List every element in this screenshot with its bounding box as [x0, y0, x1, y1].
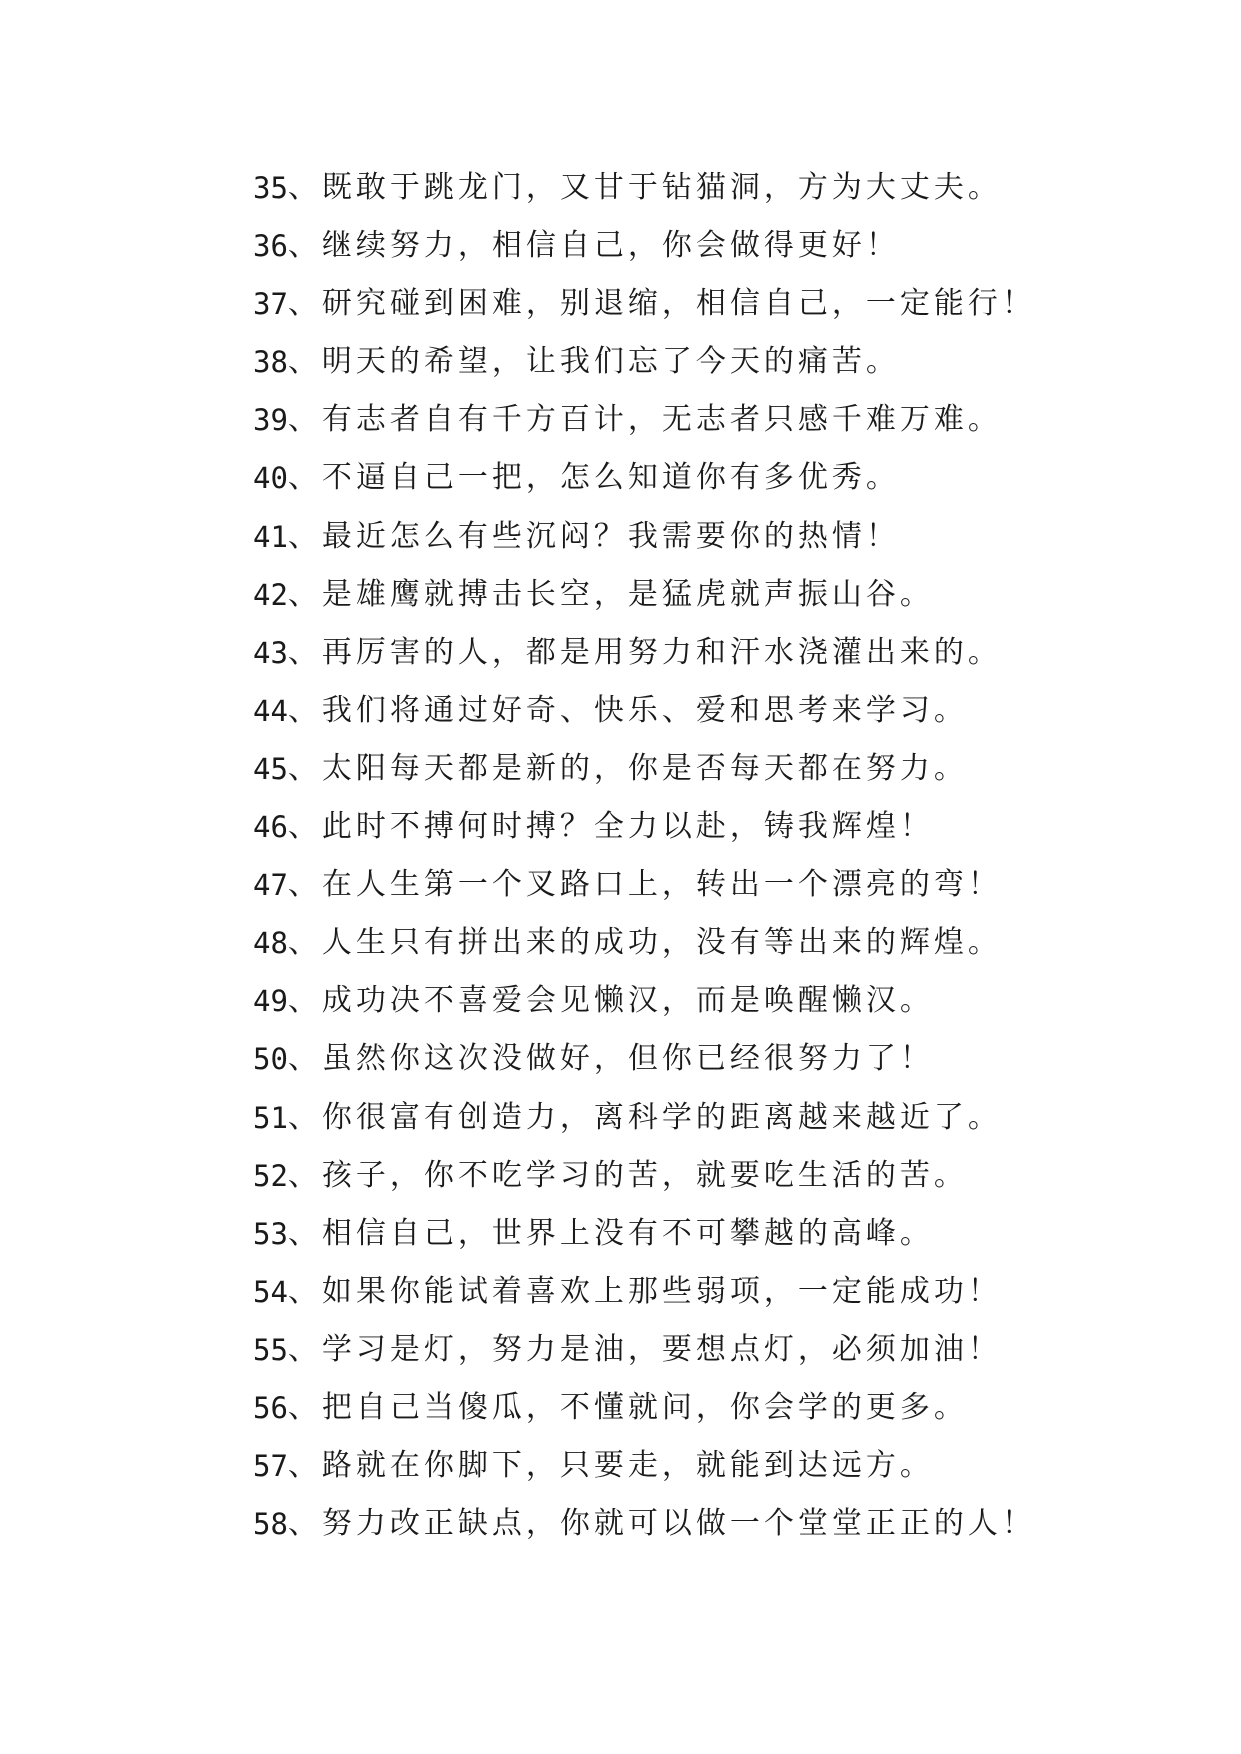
quote-number: 49: [253, 984, 288, 1019]
quote-separator: 、: [287, 402, 322, 438]
quote-text: 在人生第一个叉路口上，转出一个漂亮的弯！: [321, 867, 1002, 903]
quote-line: [253, 1495, 1153, 1553]
quote-separator: 、: [287, 460, 322, 496]
quote-separator: 、: [287, 809, 322, 845]
quote-separator: 、: [287, 228, 322, 264]
quote-separator: 、: [287, 1389, 322, 1425]
quote-number: 50: [253, 1042, 288, 1077]
quote-line: [253, 217, 1153, 275]
quote-line: [253, 856, 1153, 914]
quote-line: [253, 914, 1153, 972]
quote-text: 明天的希望，让我们忘了今天的痛苦。: [321, 344, 900, 380]
quote-number: 46: [253, 810, 288, 845]
quote-line: [253, 1263, 1153, 1321]
quote-text: 虽然你这次没做好，但你已经很努力了！: [321, 1041, 934, 1077]
quote-line: [253, 508, 1153, 566]
quote-text: 路就在你脚下，只要走，就能到达远方。: [321, 1448, 934, 1484]
quote-separator: 、: [287, 867, 322, 903]
quote-text: 成功决不喜爱会见懒汉，而是唤醒懒汉。: [321, 983, 934, 1019]
quote-separator: 、: [287, 1331, 322, 1367]
quote-separator: 、: [287, 1215, 322, 1251]
quote-text: 最近怎么有些沉闷？我需要你的热情！: [321, 518, 900, 554]
quote-text: 既敢于跳龙门，又甘于钻猫洞，方为大丈夫。: [321, 170, 1002, 205]
quote-separator: 、: [287, 634, 322, 670]
quote-number: 42: [253, 577, 288, 612]
quote-number: 58: [253, 1507, 288, 1542]
quote-line: [253, 1205, 1153, 1263]
quote-line: [253, 1089, 1153, 1147]
quote-text: 把自己当傻瓜，不懂就问，你会学的更多。: [321, 1389, 968, 1425]
quote-line: [253, 159, 1153, 217]
quote-text: 学习是灯，努力是油，要想点灯，必须加油！: [321, 1331, 1002, 1367]
quote-text: 你很富有创造力，离科学的距离越来越近了。: [321, 1099, 1002, 1135]
quote-text: 努力改正缺点，你就可以做一个堂堂正正的人！: [321, 1506, 1036, 1542]
quote-number: 38: [253, 345, 288, 380]
quote-separator: 、: [287, 1448, 322, 1484]
quote-number: 40: [253, 461, 288, 496]
quote-separator: 、: [287, 1099, 322, 1135]
quote-text: 相信自己，世界上没有不可攀越的高峰。: [321, 1215, 934, 1251]
quote-separator: 、: [287, 1157, 322, 1193]
quote-separator: 、: [287, 750, 322, 786]
quote-separator: 、: [287, 983, 322, 1019]
quote-list: [253, 159, 1153, 1553]
quote-number: 35: [253, 171, 288, 205]
quote-text: 不逼自己一把，怎么知道你有多优秀。: [321, 460, 900, 496]
quote-line: [253, 682, 1153, 740]
quote-number: 57: [253, 1449, 288, 1484]
quote-line: [253, 798, 1153, 856]
quote-text: 再厉害的人，都是用努力和汗水浇灌出来的。: [321, 634, 1002, 670]
quote-text: 是雄鹰就搏击长空，是猛虎就声振山谷。: [321, 576, 934, 612]
quote-number: 55: [253, 1332, 288, 1367]
quote-number: 48: [253, 926, 288, 961]
quote-text: 太阳每天都是新的，你是否每天都在努力。: [321, 750, 968, 786]
quote-number: 39: [253, 403, 288, 438]
quote-text: 研究碰到困难，别退缩，相信自己，一定能行！: [321, 286, 1036, 322]
quote-number: 56: [253, 1390, 288, 1425]
quote-separator: 、: [287, 286, 322, 322]
quote-separator: 、: [287, 1273, 322, 1309]
quote-number: 53: [253, 1216, 288, 1251]
quote-text: 如果你能试着喜欢上那些弱项，一定能成功！: [321, 1273, 1002, 1309]
quote-text: 孩子，你不吃学习的苦，就要吃生活的苦。: [321, 1157, 968, 1193]
quote-number: 36: [253, 229, 288, 264]
quote-number: 44: [253, 693, 288, 728]
quote-number: 43: [253, 635, 288, 670]
quote-line: [253, 449, 1153, 507]
quote-text: 我们将通过好奇、快乐、爱和思考来学习。: [321, 692, 968, 728]
quote-separator: 、: [287, 518, 322, 554]
quote-line: [253, 972, 1153, 1030]
quote-number: 41: [253, 519, 288, 554]
quote-line: [253, 275, 1153, 333]
quote-line: [253, 1030, 1153, 1088]
quote-line: [253, 1147, 1153, 1205]
quote-separator: 、: [287, 170, 322, 205]
quote-separator: 、: [287, 344, 322, 380]
quote-text: 人生只有拼出来的成功，没有等出来的辉煌。: [321, 925, 1002, 961]
quote-number: 51: [253, 1100, 288, 1135]
quote-line: [253, 566, 1153, 624]
quote-separator: 、: [287, 1041, 322, 1077]
quote-line: [253, 333, 1153, 391]
quote-number: 47: [253, 868, 288, 903]
quote-separator: 、: [287, 925, 322, 961]
quote-text: 有志者自有千方百计，无志者只感千难万难。: [321, 402, 1002, 438]
quote-line: [253, 1321, 1153, 1379]
quote-line: [253, 624, 1153, 682]
quote-number: 54: [253, 1274, 288, 1309]
quote-line: [253, 391, 1153, 449]
quote-line: [253, 1437, 1153, 1495]
quote-line: [253, 1379, 1153, 1437]
quote-separator: 、: [287, 692, 322, 728]
quote-separator: 、: [287, 1506, 322, 1542]
quote-number: 45: [253, 751, 288, 786]
quote-number: 37: [253, 287, 288, 322]
quote-text: 此时不搏何时搏？全力以赴，铸我辉煌！: [321, 809, 934, 845]
quote-separator: 、: [287, 576, 322, 612]
quote-number: 52: [253, 1158, 288, 1193]
quote-line: [253, 740, 1153, 798]
quote-text: 继续努力，相信自己，你会做得更好！: [321, 228, 900, 264]
